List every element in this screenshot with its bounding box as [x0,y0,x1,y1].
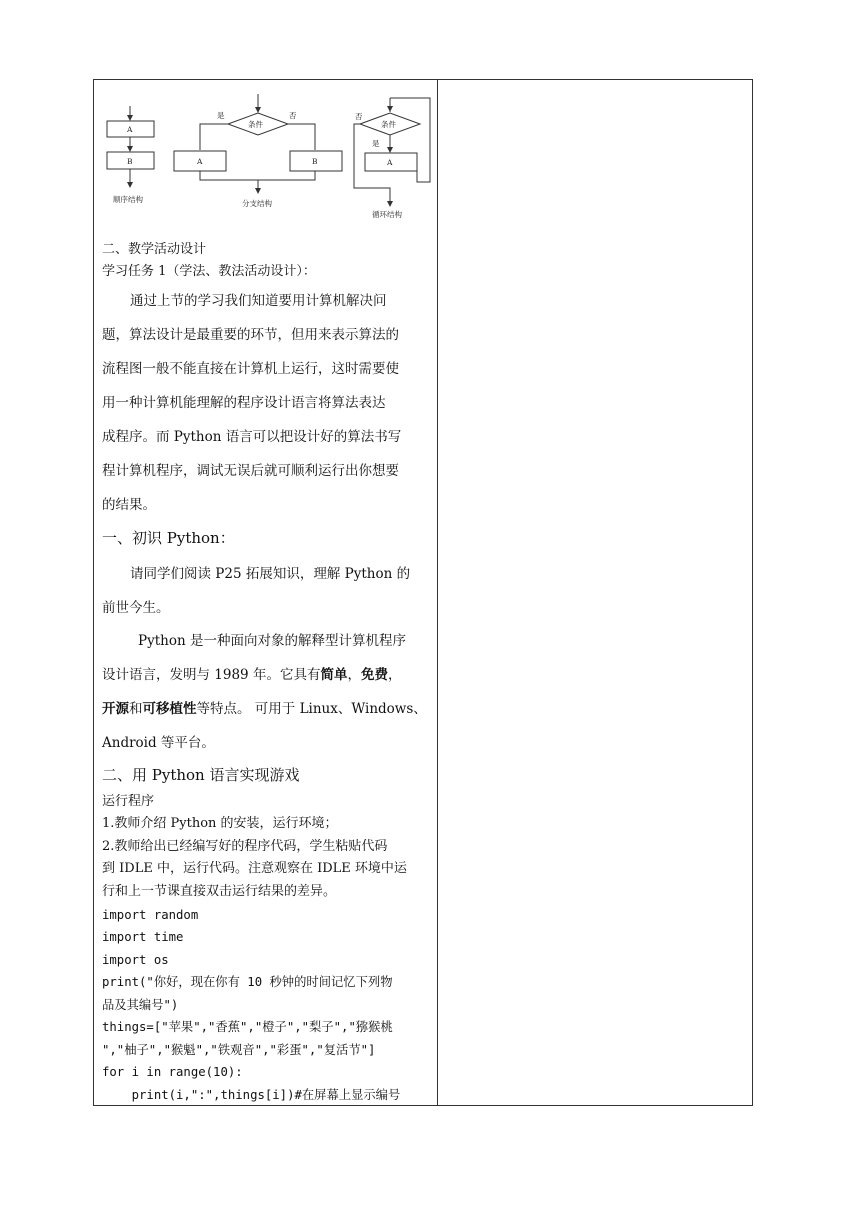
punct: ， [347,667,361,683]
branch-label-b: B [312,157,318,166]
para-line: 前世今生。 [102,600,170,616]
run-label: 运行程序 [102,794,155,809]
para-line [102,697,427,717]
column-divider [437,79,438,1106]
keyword-free: 免费 [360,667,388,683]
part1-heading: 一、初识 Python： [102,529,235,547]
code-line: for i in range(10): [102,1065,243,1079]
step-2-line: 行和上一节课直接双击运行结果的差异。 [102,884,337,899]
para-line: 流程图一般不能直接在计算机上运行，这时需要使 [102,361,399,377]
punct: ， [387,667,402,683]
section-heading: 二、教学活动设计 [102,242,207,257]
seq-caption: 顺序结构 [113,195,143,204]
para-text: 和 [129,701,143,717]
layout-table [93,79,753,1106]
para-text: 等特点。 可用于 Linux、Windows、 [196,701,427,717]
code-line: ","柚子","猴魁","铁观音","彩蛋","复活节"] [102,1043,376,1057]
code-line: import random [102,908,199,922]
para-line: Python 是一种面向对象的解释型计算机程序 [138,633,406,649]
para-line: 的结果。 [102,497,156,513]
para-line: 通过上节的学习我们知道要用计算机解决问 [130,293,387,309]
flowchart-diagram [100,88,436,224]
loop-no-label: 否 [355,112,363,121]
para-line: 成程序。而 Python 语言可以把设计好的算法书写 [102,429,402,445]
step-1: 1.教师介绍 Python 的安装，运行环境； [102,816,338,831]
code-line: things=["苹果","香蕉","橙子","梨子","猕猴桃 [102,1020,393,1034]
code-line: print("你好，现在你有 10 秒钟的时间记忆下列物 [102,975,393,989]
code-line: import time [102,930,184,944]
keyword-simple: 简单 [320,667,348,683]
task-label: 学习任务 1（学法、教法活动设计）： [102,264,316,279]
para-line: 用一种计算机能理解的程序设计语言将算法表达 [102,395,386,411]
step-2-line: 到 IDLE 中，运行代码。注意观察在 IDLE 环境中运 [102,861,407,876]
part2-heading: 二、用 Python 语言实现游戏 [102,766,300,784]
loop-yes-label: 是 [372,139,380,148]
keyword-portable: 可移植性 [142,701,197,717]
para-line [102,663,401,683]
loop-label-a: A [387,158,393,167]
branch-label-a: A [197,157,203,166]
code-line: print(i,":",things[i])#在屏幕上显示编号 [102,1088,401,1102]
loop-caption: 循环结构 [372,210,402,219]
seq-label-b: B [127,157,133,166]
para-line: 请同学们阅读 P25 拓展知识，理解 Python 的 [130,566,411,582]
code-line: import os [102,953,169,967]
para-line: 程计算机程序，调试无误后就可顺利运行出你想要 [102,463,399,479]
branch-yes-label: 是 [217,111,225,120]
branch-caption: 分支结构 [242,199,272,208]
step-2-line: 2.教师给出已经编写好的程序代码，学生粘贴代码 [102,839,388,854]
para-text: 设计语言，发明与 1989 年。它具有 [102,667,321,683]
code-line: 品及其编号") [102,998,179,1012]
seq-label-a: A [127,125,133,134]
branch-condition-label: 条件 [248,120,263,129]
para-line: Android 等平台。 [102,735,215,751]
loop-condition-label: 条件 [381,120,396,129]
branch-no-label: 否 [289,111,297,120]
keyword-open: 开源 [102,701,129,717]
para-line: 题，算法设计是最重要的环节，但用来表示算法的 [102,327,399,343]
